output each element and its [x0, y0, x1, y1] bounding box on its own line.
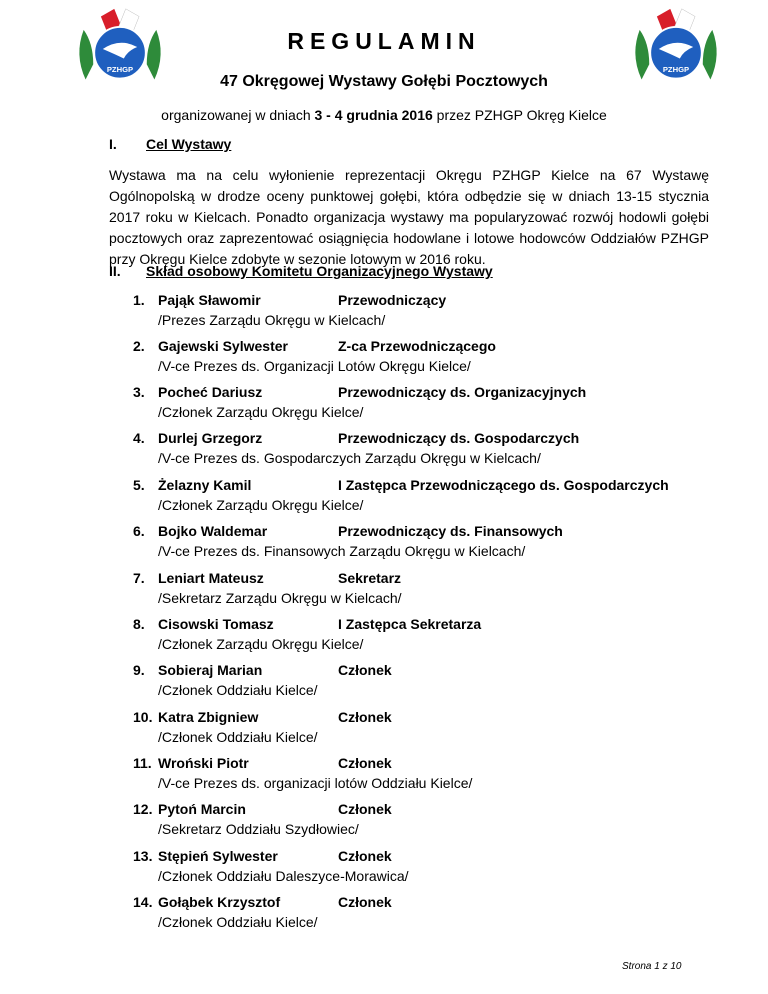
member-desc: /Członek Oddziału Daleszyce-Morawica/ [158, 867, 409, 884]
member-role: Z-ca Przewodniczącego [338, 338, 496, 354]
member-name: Gajewski Sylwester [158, 338, 288, 354]
member-number: 12. [133, 801, 153, 817]
member-role: Członek [338, 662, 392, 678]
member-number: 10. [133, 709, 153, 725]
section-heading: Cel Wystawy [146, 136, 232, 152]
member-item [133, 615, 733, 654]
member-role: Członek [338, 848, 392, 864]
member-role: Przewodniczący ds. Gospodarczych [338, 430, 580, 446]
member-name: Sobieraj Marian [158, 662, 263, 678]
section-number: II. [109, 263, 121, 279]
member-role: Przewodniczący [338, 292, 447, 308]
member-number: 2. [133, 338, 145, 354]
member-role: Przewodniczący ds. Finansowych [338, 523, 563, 539]
dates-line [0, 107, 768, 123]
member-name: Durlej Grzegorz [158, 430, 263, 446]
page-number: Strona 1 z 10 [622, 961, 682, 972]
member-item [133, 569, 733, 608]
member-name: Pocheć Dariusz [158, 384, 263, 400]
member-desc: /Członek Oddziału Kielce/ [158, 728, 318, 745]
page-subtitle: 47 Okręgowej Wystawy Gołębi Pocztowych [220, 73, 548, 90]
member-name: Cisowski Tomasz [158, 616, 274, 632]
page-title: REGULAMIN [287, 28, 481, 54]
section-number: I. [109, 136, 117, 152]
member-name: Leniart Mateusz [158, 570, 264, 586]
member-item [133, 383, 733, 422]
member-number: 7. [133, 570, 145, 586]
member-item [133, 337, 733, 376]
dates-pre: organizowanej w dniach [161, 107, 315, 123]
member-number: 13. [133, 848, 153, 864]
member-name: Pytoń Marcin [158, 801, 246, 817]
member-desc: /V-ce Prezes ds. Finansowych Zarządu Okręgu w Kielcach/ [158, 542, 526, 559]
section-heading: Skład osobowy Komitetu Organizacyjnego Wystawy [146, 263, 493, 279]
goal-paragraph: Wystawa ma na celu wyłonienie reprezentacji Okręgu PZHGP Kielce na 67 Wystawę Ogólnopolską w drodze oceny punktowej gołębi, która odbędzie się w dniach 13-15 stycznia 2017 roku w Kielcach. Ponadto organizacja wystawy ma popularyzować rozwój hodowli gołębi pocztowych oraz zaprezentować osiągnięcia hodowlane i lotowe hodowców Oddziałów PZHGP przy Okręgu Kielce zdobyte w sezonie lotowym w 2016 roku. [109, 167, 709, 267]
member-desc: /Członek Zarządu Okręgu Kielce/ [158, 635, 364, 652]
member-item [133, 429, 733, 468]
member-number: 1. [133, 292, 145, 308]
member-role: Sekretarz [338, 570, 402, 586]
member-desc: /Członek Oddziału Kielce/ [158, 913, 318, 930]
member-desc: /V-ce Prezes ds. organizacji lotów Oddziału Kielce/ [158, 774, 473, 791]
member-item [133, 522, 733, 561]
member-item [133, 754, 733, 793]
member-number: 14. [133, 894, 153, 910]
member-role: Przewodniczący ds. Organizacyjnych [338, 384, 587, 400]
member-desc: /Członek Oddziału Kielce/ [158, 681, 318, 698]
member-role: Członek [338, 755, 392, 771]
member-number: 11. [133, 755, 152, 771]
member-number: 8. [133, 616, 145, 632]
dates-post: przez PZHGP Okręg Kielce [432, 107, 607, 123]
member-name: Gołąbek Krzysztof [158, 894, 281, 910]
svg-text:PZHGP: PZHGP [662, 64, 690, 74]
member-item [133, 708, 733, 747]
member-role: I Zastępca Sekretarza [338, 616, 482, 632]
member-desc: /Sekretarz Oddziału Szydłowiec/ [158, 820, 359, 837]
member-desc: /Członek Zarządu Okręgu Kielce/ [158, 403, 364, 420]
member-name: Katra Zbigniew [158, 709, 259, 725]
member-item [133, 661, 733, 700]
member-item [133, 476, 733, 515]
member-item [133, 800, 733, 839]
svg-text:PZHGP: PZHGP [106, 64, 134, 74]
dates-bold: 3 - 4 grudnia 2016 [314, 107, 433, 123]
member-item [133, 847, 733, 886]
member-number: 9. [133, 662, 145, 678]
member-name: Wroński Piotr [158, 755, 249, 771]
member-number: 4. [133, 430, 145, 446]
member-role: Członek [338, 709, 392, 725]
member-desc: /V-ce Prezes ds. Gospodarczych Zarządu Okręgu w Kielcach/ [158, 449, 541, 466]
member-item [133, 893, 733, 932]
member-desc: /Członek Zarządu Okręgu Kielce/ [158, 496, 364, 513]
member-number: 6. [133, 523, 145, 539]
member-role: Członek [338, 801, 392, 817]
member-number: 3. [133, 384, 145, 400]
member-desc: /Sekretarz Zarządu Okręgu w Kielcach/ [158, 589, 402, 606]
member-name: Żelazny Kamil [158, 477, 252, 493]
member-role: I Zastępca Przewodniczącego ds. Gospodarczych [338, 477, 669, 493]
member-name: Stępień Sylwester [158, 848, 278, 864]
member-name: Bojko Waldemar [158, 523, 268, 539]
member-desc: /V-ce Prezes ds. Organizacji Lotów Okręgu Kielce/ [158, 357, 471, 374]
member-number: 5. [133, 477, 145, 493]
member-desc: /Prezes Zarządu Okręgu w Kielcach/ [158, 311, 386, 328]
member-name: Pająk Sławomir [158, 292, 261, 308]
member-role: Członek [338, 894, 392, 910]
member-item [133, 291, 733, 330]
